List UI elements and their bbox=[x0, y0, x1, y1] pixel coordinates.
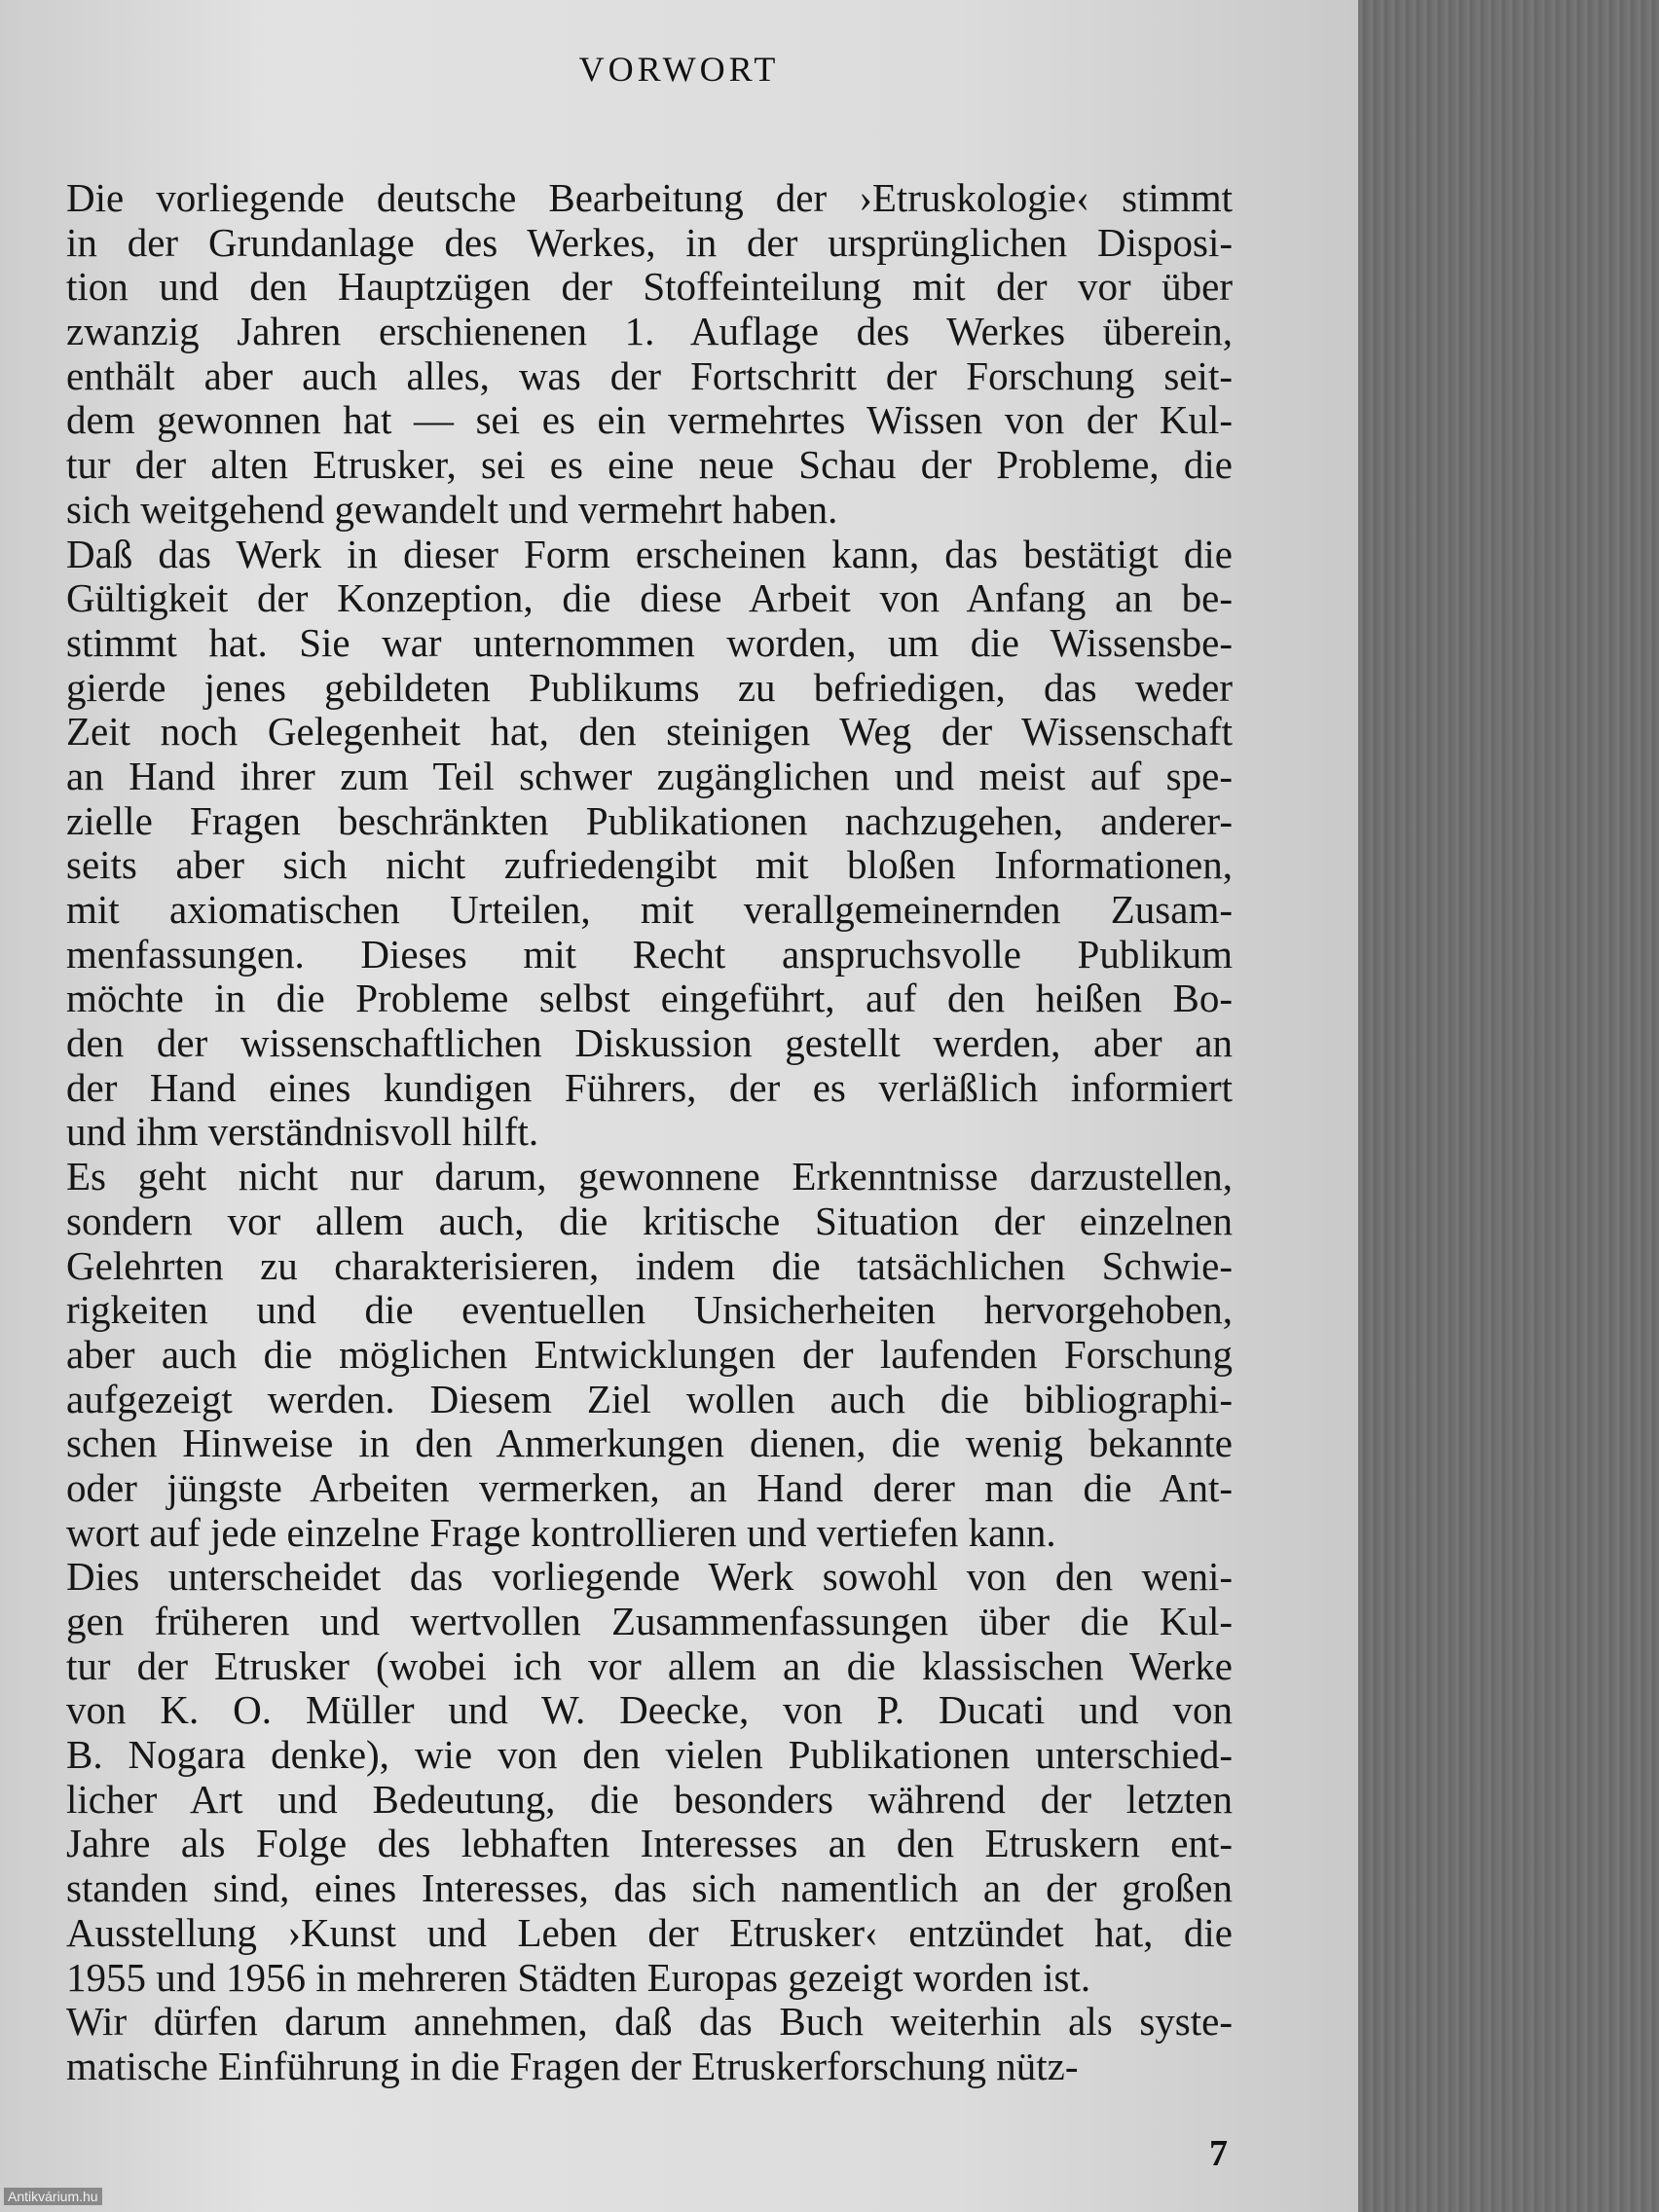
text-line: zielle Fragen beschränkten Publikationen nachzugehen, anderer- bbox=[66, 798, 1233, 843]
text-line: stimmt hat. Sie war unternommen worden, um die Wissensbe- bbox=[66, 620, 1233, 665]
page-number: 7 bbox=[1209, 2133, 1228, 2174]
watermark: Antikvárium.hu bbox=[4, 2188, 102, 2205]
text-line: in der Grundanlage des Werkes, in der ursprünglichen Disposi- bbox=[66, 220, 1233, 265]
text-line: und ihm verständnisvoll hilft. bbox=[66, 1110, 539, 1155]
text-line: Dies unterscheidet das vorliegende Werk sowohl von den weni- bbox=[66, 1555, 1233, 1600]
body-text bbox=[66, 176, 1233, 2089]
text-line: seits aber sich nicht zufriedengibt mit bloßen Informationen, bbox=[66, 843, 1233, 888]
text-line: wort auf jede einzelne Frage kontrollieren und vertiefen kann. bbox=[66, 1510, 1056, 1555]
text-line: Ausstellung ›Kunst und Leben der Etrusker‹ entzündet hat, die bbox=[66, 1910, 1233, 1955]
text-line: schen Hinweise in den Anmerkungen dienen, die wenig bekannte bbox=[66, 1421, 1233, 1466]
text-line: tur der Etrusker (wobei ich vor allem an die klassischen Werke bbox=[66, 1643, 1233, 1688]
text-line: standen sind, eines Interesses, das sich namentlich an der großen bbox=[66, 1866, 1233, 1911]
text-line: möchte in die Probleme selbst eingeführt, auf den heißen Bo- bbox=[66, 977, 1233, 1021]
text-line: von K. O. Müller und W. Deecke, von P. Ducati und von bbox=[66, 1688, 1233, 1733]
text-line: sich weitgehend gewandelt und vermehrt haben. bbox=[66, 487, 838, 532]
text-line: an Hand ihrer zum Teil schwer zugänglichen und meist auf spe- bbox=[66, 754, 1233, 798]
text-line: rigkeiten und die eventuellen Unsicherheiten hervorgehoben, bbox=[66, 1288, 1233, 1333]
text-line: Zeit noch Gelegenheit hat, den steinigen Weg der Wissenschaft bbox=[66, 710, 1233, 755]
text-line: licher Art und Bedeutung, die besonders während der letzten bbox=[66, 1777, 1233, 1822]
text-line: gierde jenes gebildeten Publikums zu befriedigen, das weder bbox=[66, 665, 1233, 710]
text-line: matische Einführung in die Fragen der Etruskerforschung nütz- bbox=[66, 2044, 1079, 2088]
text-line: oder jüngste Arbeiten vermerken, an Hand derer man die Ant- bbox=[66, 1465, 1233, 1510]
text-line: tur der alten Etrusker, sei es eine neue Schau der Probleme, die bbox=[66, 443, 1233, 488]
text-line: 1955 und 1956 in mehreren Städten Europas gezeigt worden ist. bbox=[66, 1955, 1091, 2000]
chapter-heading: VORWORT bbox=[578, 50, 780, 89]
text-line: Die vorliegende deutsche Bearbeitung der ›Etruskologie‹ stimmt bbox=[66, 176, 1233, 220]
text-line: gen früheren und wertvollen Zusammenfassungen über die Kul- bbox=[66, 1600, 1233, 1643]
text-line: Wir dürfen darum annehmen, daß das Buch weiterhin als syste- bbox=[66, 2000, 1233, 2045]
text-line: zwanzig Jahren erschienenen 1. Auflage des Werkes überein, bbox=[66, 310, 1233, 354]
text-line: Gültigkeit der Konzeption, die diese Arbeit von Anfang an be- bbox=[66, 576, 1233, 621]
text-line: Jahre als Folge des lebhaften Interesses an den Etruskern ent- bbox=[66, 1822, 1233, 1866]
text-line: Gelehrten zu charakterisieren, indem die tatsächlichen Schwie- bbox=[66, 1243, 1233, 1288]
text-line: enthält aber auch alles, was der Fortschritt der Forschung seit- bbox=[66, 353, 1233, 398]
text-line: aufgezeigt werden. Diesem Ziel wollen auch die bibliographi- bbox=[66, 1377, 1233, 1421]
text-line: mit axiomatischen Urteilen, mit verallgemeinernden Zusam- bbox=[66, 888, 1233, 932]
text-line: den der wissenschaftlichen Diskussion gestellt werden, aber an bbox=[66, 1021, 1233, 1066]
text-line: dem gewonnen hat — sei es ein vermehrtes Wissen von der Kul- bbox=[66, 398, 1233, 443]
text-line: der Hand eines kundigen Führers, der es verläßlich informiert bbox=[66, 1065, 1233, 1110]
text-line: aber auch die möglichen Entwicklungen der laufenden Forschung bbox=[66, 1332, 1233, 1377]
text-line: menfassungen. Dieses mit Recht anspruchsvolle Publikum bbox=[66, 932, 1233, 977]
text-line: Es geht nicht nur darum, gewonnene Erkenntnisse darzustellen, bbox=[66, 1155, 1233, 1199]
text-line: tion und den Hauptzügen der Stoffeinteilung mit der vor über bbox=[66, 265, 1233, 310]
text-line: B. Nogara denke), wie von den vielen Publikationen unterschied- bbox=[66, 1733, 1233, 1778]
text-line: sondern vor allem auch, die kritische Situation der einzelnen bbox=[66, 1198, 1233, 1243]
background-surface bbox=[1358, 0, 1659, 2212]
text-line: Daß das Werk in dieser Form erscheinen kann, das bestätigt die bbox=[66, 532, 1233, 576]
